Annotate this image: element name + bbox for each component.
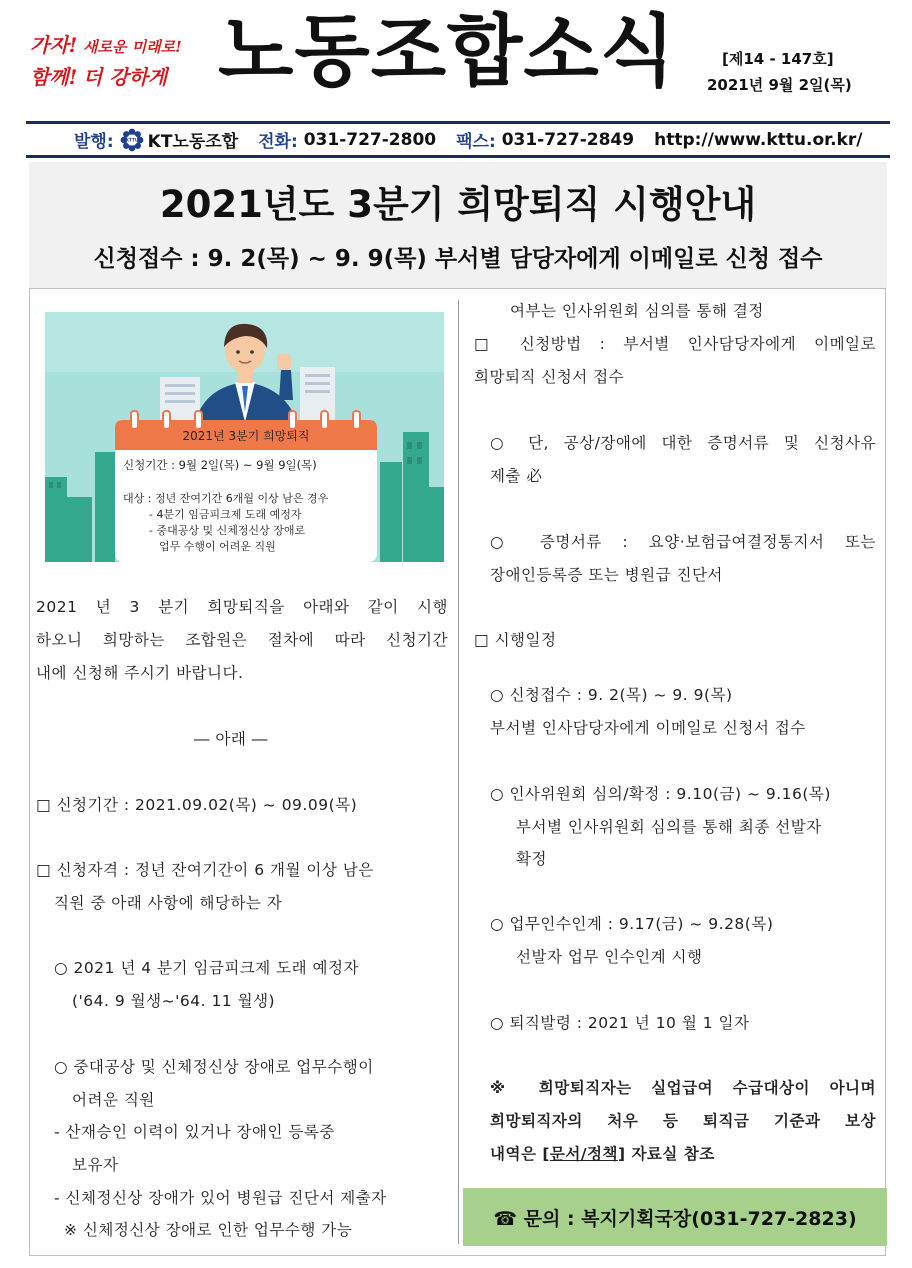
schedule-application: ○ 신청접수 : 9. 2(목) ~ 9. 9(목): [490, 686, 733, 704]
schedule-handover-desc: 선발자 업무 인수인계 시행: [516, 948, 703, 966]
phone-label: 전화:: [258, 132, 298, 152]
application-period: □ 신청기간 : 2021.09.02(목) ~ 09.09(목): [36, 796, 358, 814]
contact-bar: [26, 124, 890, 155]
fax-number: 031-727-2849: [501, 129, 635, 150]
eligibility-item-2f: ※ 신체정신상 장애로 인한 업무수행 가능: [64, 1221, 353, 1239]
slogan-line1-a: 가자!: [30, 33, 78, 57]
headline-box: [29, 162, 887, 288]
schedule-review-desc-2: 확정: [516, 850, 547, 868]
masthead-rule-bottom: [26, 155, 890, 158]
slogan-line2-a: 함께!: [30, 65, 78, 89]
intro-line-3: 내에 신청해 주시기 바랍니다.: [36, 664, 244, 682]
proof-note-2: 제출 必: [490, 467, 543, 485]
document-policy-link[interactable]: 문서/정책: [549, 1145, 618, 1163]
newsletter-title: 노동조합소식: [218, 7, 677, 97]
notice-illustration: [45, 312, 444, 562]
issue-date: 2021년 9월 2일(목): [707, 76, 852, 94]
website-link[interactable]: http://www.kttu.or.kr/: [654, 129, 863, 150]
proof-note-1: ○ 단, 공상/장애에 대한 증명서류 및 신청사유: [490, 434, 876, 452]
eligibility-item-1b: ('64. 9 월생~'64. 11 월생): [72, 992, 276, 1010]
inquiry-box: ☎ 문의 : 복지기획국장(031-727-2823): [463, 1188, 887, 1246]
below-separator: ― 아래 ―: [194, 730, 268, 748]
publisher-label: 발행:: [74, 132, 114, 152]
eligibility-item-2a: ○ 중대공상 및 신체정신상 장애로 업무수행이: [54, 1058, 374, 1076]
eligibility-line-1: □ 신청자격 : 정년 잔여기간이 6 개월 이상 남은: [36, 861, 374, 879]
banner-period: 신청기간 : 9월 2일(목) ~ 9월 9일(목): [123, 458, 317, 472]
headline-subtitle: 신청접수 : 9. 2(목) ~ 9. 9(목) 부서별 담당자에게 이메일로 신청 접수: [93, 246, 823, 272]
eligibility-item-2e: - 신체정신상 장애가 있어 병원급 진단서 제출자: [54, 1189, 387, 1207]
note-line-3: [490, 1144, 715, 1164]
kttu-logo-icon: [120, 128, 144, 152]
schedule-review-desc-1: 부서별 인사위원회 심의를 통해 최종 선발자: [516, 818, 822, 836]
publisher-name: KT노동조합: [147, 132, 239, 152]
slogan: [30, 30, 210, 94]
banner-title: 2021년 3분기 희망퇴직: [182, 429, 310, 443]
proof-docs-1: ○ 증명서류 : 요양·보험급여결정통지서 또는: [490, 533, 876, 551]
schedule-application-desc: 부서별 인사담당자에게 이메일로 신청서 접수: [490, 719, 806, 737]
intro-line-1: 2021 년 3 분기 희망퇴직을 아래와 같이 시행: [36, 598, 448, 616]
schedule-review: ○ 인사위원회 심의/확정 : 9.10(금) ~ 9.16(목): [490, 785, 831, 803]
schedule-retirement: ○ 퇴직발령 : 2021 년 10 월 1 일자: [490, 1014, 750, 1032]
intro-line-2: 하오니 희망하는 조합원은 절차에 따라 신청기간: [36, 631, 448, 649]
note-line-3a: 내역은 [: [490, 1145, 550, 1163]
eligibility-line-2: 직원 중 아래 사항에 해당하는 자: [54, 894, 283, 912]
fax-label: 팩스:: [456, 132, 496, 152]
application-method-1: □ 신청방법 : 부서별 인사담당자에게 이메일로: [474, 335, 876, 353]
right-line-1: 여부는 인사위원회 심의를 통해 결정: [510, 302, 764, 320]
slogan-line2-b: 더 강하게: [83, 65, 168, 89]
logo-text: KTTU: [125, 137, 138, 143]
banner-target-2: - 4분기 임금피크제 도래 예정자: [149, 508, 302, 521]
headline-title: 2021년도 3분기 희망퇴직 시행안내: [159, 183, 757, 226]
banner-target-1: 대상 : 정년 잔여기간 6개월 이상 남은 경우: [123, 492, 329, 505]
schedule-heading: □ 시행일정: [474, 631, 557, 649]
column-divider: [458, 300, 459, 1244]
banner-target-4: 업무 수행이 어려운 직원: [159, 540, 276, 553]
schedule-handover: ○ 업무인수인계 : 9.17(금) ~ 9.28(목): [490, 915, 774, 933]
proof-docs-2: 장애인등록증 또는 병원급 진단서: [490, 566, 723, 584]
note-line-2: 희망퇴직자의 처우 등 퇴직금 기준과 보상: [490, 1112, 876, 1130]
eligibility-item-2d: 보유자: [72, 1156, 119, 1174]
issue-number: [제14 - 147호]: [722, 50, 834, 68]
eligibility-item-2b: 어려운 직원: [72, 1091, 155, 1109]
phone-number: 031-727-2800: [303, 129, 437, 150]
note-line-1: ※ 희망퇴직자는 실업급여 수급대상이 아니며: [490, 1079, 876, 1097]
slogan-line1-b: 새로운 미래로!: [83, 38, 182, 56]
banner-target-3: - 중대공상 및 신체정신상 장애로: [149, 524, 306, 537]
application-method-2: 희망퇴직 신청서 접수: [474, 368, 625, 386]
note-line-3b: ] 자료실 참조: [617, 1145, 715, 1163]
eligibility-item-2c: - 산재승인 이력이 있거나 장애인 등록중: [54, 1123, 335, 1141]
eligibility-item-1a: ○ 2021 년 4 분기 임금피크제 도래 예정자: [54, 959, 359, 977]
